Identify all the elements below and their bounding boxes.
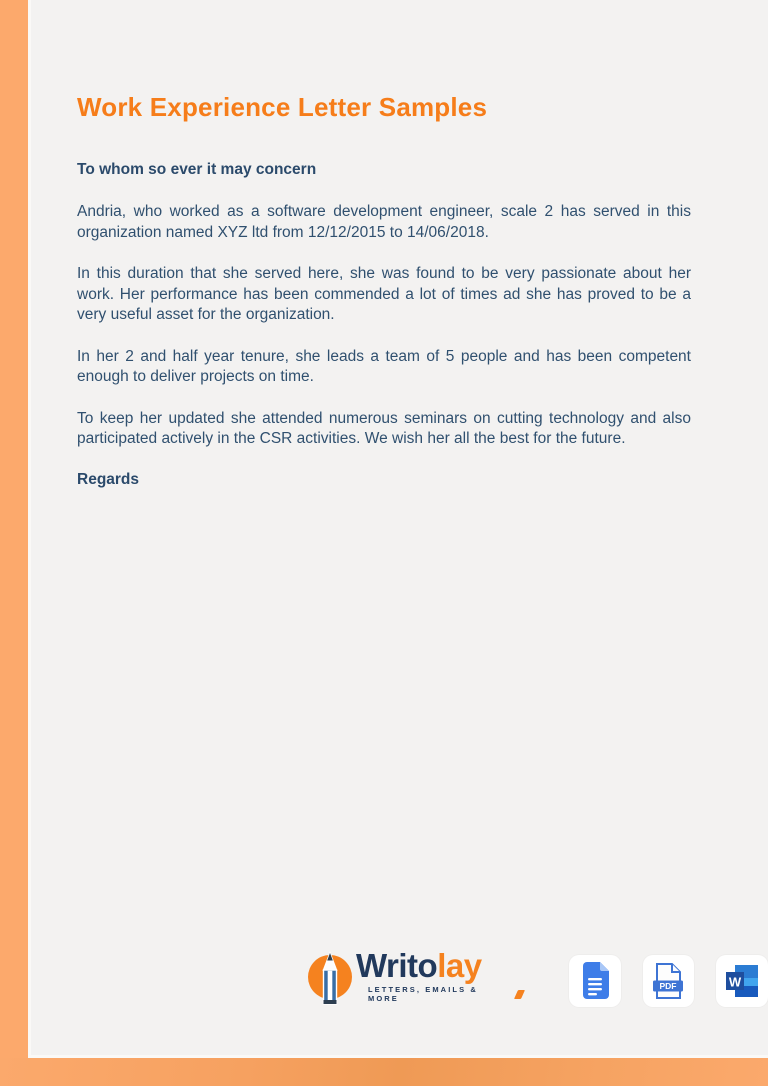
- pdf-icon[interactable]: [643, 955, 695, 1007]
- footer-brand-row: [306, 948, 768, 1013]
- bottom-orange-border: [0, 1058, 768, 1086]
- brand-tagline: LETTERS, EMAILS & MORE: [356, 985, 523, 1003]
- letter-closing: Regards: [77, 470, 140, 488]
- page-title: Work Experience Letter Samples: [77, 92, 488, 122]
- svg-text:W: W: [729, 974, 742, 989]
- svg-text:PDF: PDF: [659, 980, 677, 991]
- word-icon[interactable]: [716, 955, 768, 1007]
- writolay-logo[interactable]: [306, 948, 523, 1013]
- letter-greeting: To whom so ever it may concern: [77, 161, 317, 178]
- letter-paragraph: In her 2 and half year tenure, she leads a team of 5 people and has been competent enough to deliver projects on time.: [77, 347, 691, 385]
- google-docs-icon[interactable]: [569, 955, 621, 1007]
- letter-paragraph: In this duration that she served here, she was found to be very passionate about her work. Her performance has been commended a lot of times ad she has proved to be a very useful asset for the organization.: [77, 265, 691, 323]
- pencil-circle-icon: [306, 950, 354, 1013]
- letter-body: [77, 92, 691, 489]
- letter-paragraph: To keep her updated she attended numerous seminars on cutting technology and also participated actively in the CSR activities. We wish her all the best for the future.: [77, 409, 691, 447]
- brand-name: Writolay: [356, 947, 482, 984]
- left-orange-border: [0, 0, 28, 1086]
- brand-text: [356, 948, 523, 1003]
- letter-paragraph: Andria, who worked as a software development engineer, scale 2 has served in this organization named XYZ ltd from 12/12/2015 to 14/06/2018.: [77, 203, 691, 241]
- tagline-pen-icon: [514, 990, 525, 999]
